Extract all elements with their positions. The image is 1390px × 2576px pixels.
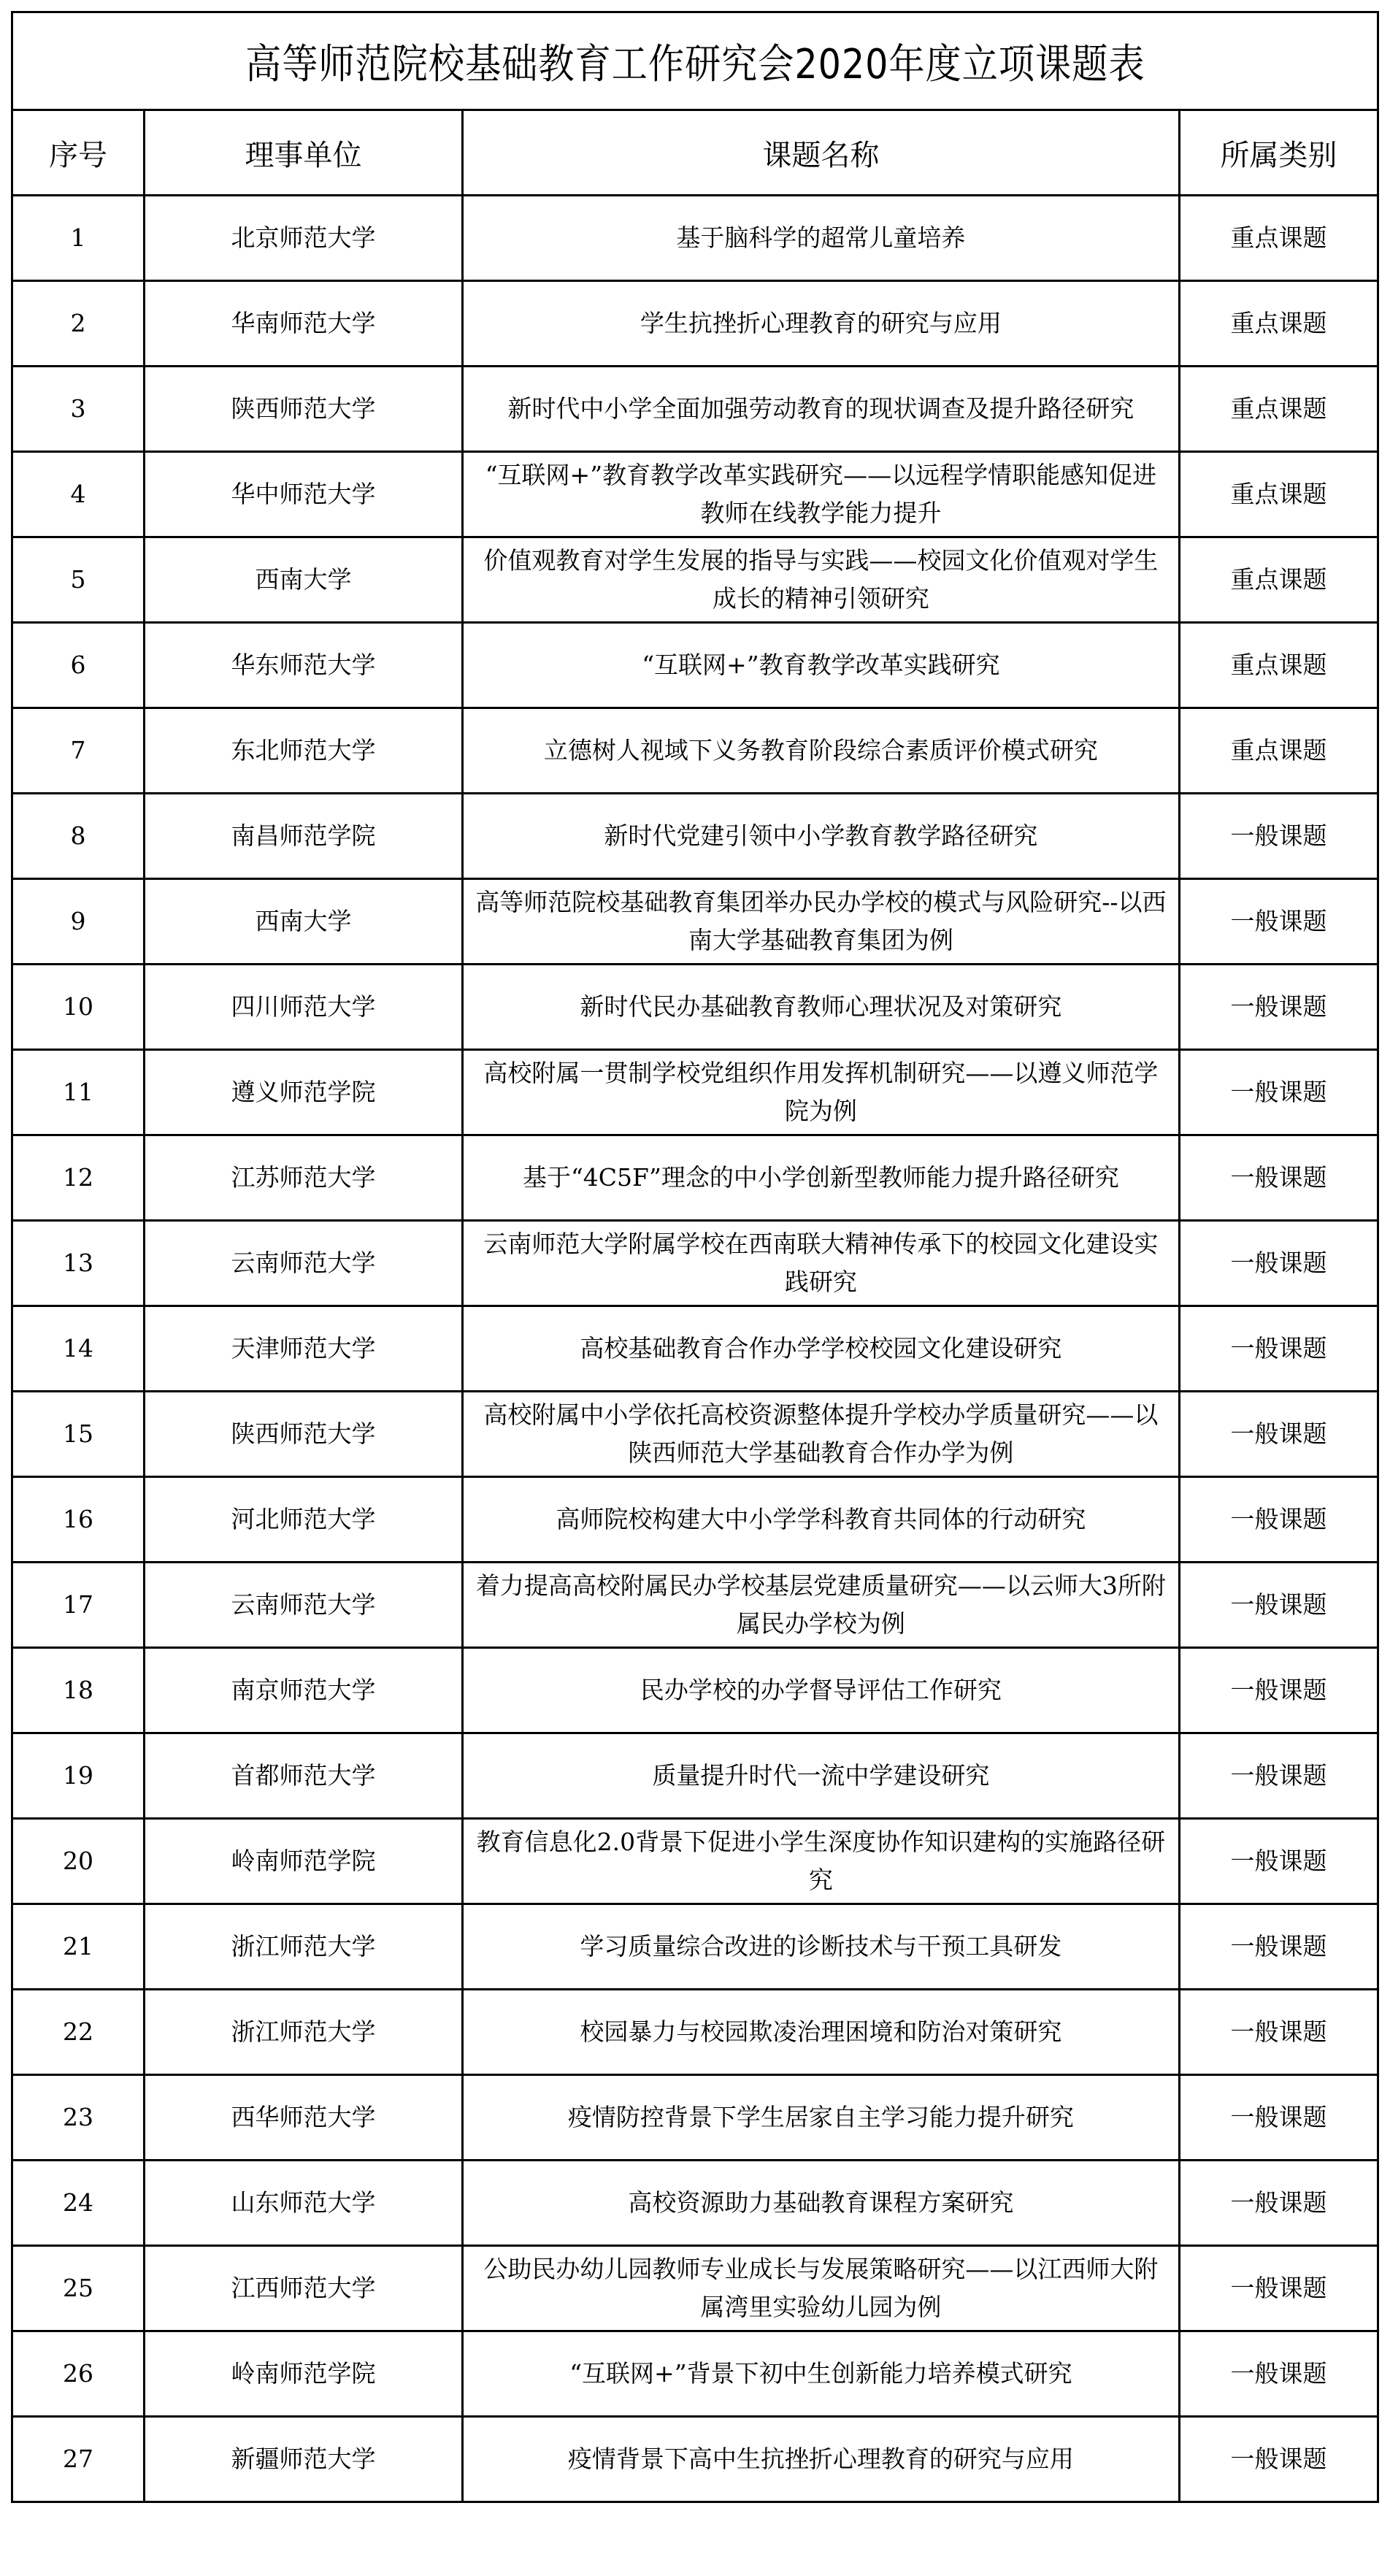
cell-category: 重点课题 bbox=[1179, 708, 1378, 794]
topic-text: 民办学校的办学督导评估工作研究 bbox=[640, 1676, 1002, 1704]
cell-topic bbox=[462, 2417, 1179, 2502]
table-row bbox=[12, 281, 1378, 367]
cell-unit: 四川师范大学 bbox=[145, 965, 463, 1050]
cell-unit: 首都师范大学 bbox=[145, 1733, 463, 1819]
table-row bbox=[12, 2161, 1378, 2246]
topic-text: 质量提升时代一流中学建设研究 bbox=[652, 1761, 990, 1790]
table-row bbox=[12, 367, 1378, 452]
cell-no: 1 bbox=[12, 196, 145, 281]
cell-unit: 陕西师范大学 bbox=[145, 1392, 463, 1477]
cell-unit: 西华师范大学 bbox=[145, 2075, 463, 2161]
cell-no: 8 bbox=[12, 794, 145, 879]
header-topic: 课题名称 bbox=[462, 110, 1179, 196]
cell-topic bbox=[462, 281, 1179, 367]
table-body bbox=[12, 196, 1378, 2502]
header-row bbox=[12, 110, 1378, 196]
topic-text: 高校附属一贯制学校党组织作用发挥机制研究——以遵义师范学院为例 bbox=[483, 1059, 1159, 1125]
cell-topic bbox=[462, 623, 1179, 708]
cell-unit: 江西师范大学 bbox=[145, 2246, 463, 2331]
table-row bbox=[12, 1392, 1378, 1477]
topic-text: 基于脑科学的超常儿童培养 bbox=[676, 223, 966, 252]
cell-topic bbox=[462, 2075, 1179, 2161]
header-category: 所属类别 bbox=[1179, 110, 1378, 196]
table-row bbox=[12, 708, 1378, 794]
table-row bbox=[12, 2331, 1378, 2417]
topic-text: 学习质量综合改进的诊断技术与干预工具研发 bbox=[580, 1932, 1062, 1960]
table-row bbox=[12, 1904, 1378, 1990]
cell-topic bbox=[462, 1477, 1179, 1563]
cell-unit: 南京师范大学 bbox=[145, 1648, 463, 1733]
cell-category: 一般课题 bbox=[1179, 1904, 1378, 1990]
cell-topic bbox=[462, 1648, 1179, 1733]
cell-topic bbox=[462, 1563, 1179, 1648]
table-row bbox=[12, 2417, 1378, 2502]
cell-no: 25 bbox=[12, 2246, 145, 2331]
cell-category: 一般课题 bbox=[1179, 2075, 1378, 2161]
topic-text: 校园暴力与校园欺凌治理困境和防治对策研究 bbox=[580, 2017, 1062, 2046]
table-row bbox=[12, 1733, 1378, 1819]
cell-category: 一般课题 bbox=[1179, 1733, 1378, 1819]
cell-category: 一般课题 bbox=[1179, 1050, 1378, 1135]
cell-unit: 岭南师范学院 bbox=[145, 2331, 463, 2417]
cell-topic bbox=[462, 2161, 1179, 2246]
cell-topic bbox=[462, 452, 1179, 537]
cell-no: 6 bbox=[12, 623, 145, 708]
topic-text: 疫情防控背景下学生居家自主学习能力提升研究 bbox=[567, 2103, 1074, 2131]
cell-topic bbox=[462, 2246, 1179, 2331]
table-row bbox=[12, 1990, 1378, 2075]
cell-no: 12 bbox=[12, 1135, 145, 1221]
cell-topic bbox=[462, 1221, 1179, 1306]
topic-text: “互联网+”教育教学改革实践研究 bbox=[642, 651, 1000, 679]
cell-unit: 北京师范大学 bbox=[145, 196, 463, 281]
cell-category: 一般课题 bbox=[1179, 1477, 1378, 1563]
cell-unit: 华东师范大学 bbox=[145, 623, 463, 708]
cell-unit: 西南大学 bbox=[145, 879, 463, 965]
topic-text: 教育信息化2.0背景下促进小学生深度协作知识建构的实施路径研究 bbox=[476, 1828, 1166, 1894]
cell-unit: 华中师范大学 bbox=[145, 452, 463, 537]
cell-unit: 南昌师范学院 bbox=[145, 794, 463, 879]
cell-no: 24 bbox=[12, 2161, 145, 2246]
cell-topic bbox=[462, 794, 1179, 879]
cell-no: 15 bbox=[12, 1392, 145, 1477]
cell-unit: 华南师范大学 bbox=[145, 281, 463, 367]
document-title-text: 高等师范院校基础教育工作研究会2020年度立项课题表 bbox=[245, 40, 1145, 88]
table-row bbox=[12, 196, 1378, 281]
cell-category: 一般课题 bbox=[1179, 965, 1378, 1050]
cell-topic bbox=[462, 537, 1179, 623]
cell-topic bbox=[462, 367, 1179, 452]
cell-no: 18 bbox=[12, 1648, 145, 1733]
table-row bbox=[12, 2075, 1378, 2161]
cell-topic bbox=[462, 1392, 1179, 1477]
cell-no: 26 bbox=[12, 2331, 145, 2417]
topic-text: 基于“4C5F”理念的中小学创新型教师能力提升路径研究 bbox=[522, 1163, 1119, 1192]
cell-no: 9 bbox=[12, 879, 145, 965]
cell-category: 一般课题 bbox=[1179, 1563, 1378, 1648]
cell-category: 一般课题 bbox=[1179, 2331, 1378, 2417]
cell-no: 7 bbox=[12, 708, 145, 794]
table-row bbox=[12, 1648, 1378, 1733]
cell-no: 19 bbox=[12, 1733, 145, 1819]
cell-category: 一般课题 bbox=[1179, 1990, 1378, 2075]
cell-no: 5 bbox=[12, 537, 145, 623]
cell-unit: 江苏师范大学 bbox=[145, 1135, 463, 1221]
topic-text: 着力提高高校附属民办学校基层党建质量研究——以云师大3所附属民办学校为例 bbox=[475, 1571, 1166, 1638]
table-row bbox=[12, 452, 1378, 537]
cell-category: 一般课题 bbox=[1179, 879, 1378, 965]
cell-topic bbox=[462, 1306, 1179, 1392]
table-row bbox=[12, 794, 1378, 879]
cell-unit: 云南师范大学 bbox=[145, 1563, 463, 1648]
cell-topic bbox=[462, 1135, 1179, 1221]
cell-unit: 西南大学 bbox=[145, 537, 463, 623]
cell-no: 23 bbox=[12, 2075, 145, 2161]
cell-unit: 遵义师范学院 bbox=[145, 1050, 463, 1135]
topic-text: “互联网+”教育教学改革实践研究——以远程学情职能感知促进教师在线教学能力提升 bbox=[485, 461, 1157, 527]
cell-topic bbox=[462, 1819, 1179, 1904]
topic-text: “互联网+”背景下初中生创新能力培养模式研究 bbox=[569, 2359, 1072, 2388]
cell-no: 22 bbox=[12, 1990, 145, 2075]
cell-topic bbox=[462, 1050, 1179, 1135]
cell-category: 重点课题 bbox=[1179, 281, 1378, 367]
cell-no: 3 bbox=[12, 367, 145, 452]
cell-no: 13 bbox=[12, 1221, 145, 1306]
cell-no: 21 bbox=[12, 1904, 145, 1990]
cell-category: 一般课题 bbox=[1179, 2417, 1378, 2502]
cell-topic bbox=[462, 2331, 1179, 2417]
cell-topic bbox=[462, 965, 1179, 1050]
cell-category: 一般课题 bbox=[1179, 1306, 1378, 1392]
cell-no: 27 bbox=[12, 2417, 145, 2502]
cell-no: 2 bbox=[12, 281, 145, 367]
header-unit: 理事单位 bbox=[145, 110, 463, 196]
topic-text: 高等师范院校基础教育集团举办民办学校的模式与风险研究--以西南大学基础教育集团为例 bbox=[475, 888, 1167, 954]
cell-unit: 浙江师范大学 bbox=[145, 1990, 463, 2075]
cell-topic bbox=[462, 1904, 1179, 1990]
cell-unit: 陕西师范大学 bbox=[145, 367, 463, 452]
table-row bbox=[12, 1135, 1378, 1221]
cell-no: 14 bbox=[12, 1306, 145, 1392]
cell-category: 一般课题 bbox=[1179, 2246, 1378, 2331]
table-row bbox=[12, 965, 1378, 1050]
cell-category: 一般课题 bbox=[1179, 1648, 1378, 1733]
table-row bbox=[12, 1819, 1378, 1904]
cell-category: 重点课题 bbox=[1179, 623, 1378, 708]
topic-text: 新时代民办基础教育教师心理状况及对策研究 bbox=[580, 992, 1062, 1021]
cell-category: 一般课题 bbox=[1179, 1221, 1378, 1306]
cell-unit: 河北师范大学 bbox=[145, 1477, 463, 1563]
topic-text: 高校资源助力基础教育课程方案研究 bbox=[628, 2188, 1014, 2217]
topic-text: 新时代中小学全面加强劳动教育的现状调查及提升路径研究 bbox=[507, 394, 1134, 423]
cell-category: 一般课题 bbox=[1179, 1819, 1378, 1904]
topic-text: 学生抗挫折心理教育的研究与应用 bbox=[640, 309, 1002, 337]
cell-no: 10 bbox=[12, 965, 145, 1050]
cell-no: 20 bbox=[12, 1819, 145, 1904]
cell-category: 重点课题 bbox=[1179, 452, 1378, 537]
cell-unit: 新疆师范大学 bbox=[145, 2417, 463, 2502]
topic-text: 云南师范大学附属学校在西南联大精神传承下的校园文化建设实践研究 bbox=[483, 1230, 1159, 1296]
table-row bbox=[12, 1050, 1378, 1135]
cell-unit: 云南师范大学 bbox=[145, 1221, 463, 1306]
topic-text: 公助民办幼儿园教师专业成长与发展策略研究——以江西师大附属湾里实验幼儿园为例 bbox=[483, 2255, 1159, 2321]
cell-topic bbox=[462, 1733, 1179, 1819]
topic-text: 新时代党建引领中小学教育教学路径研究 bbox=[604, 821, 1038, 850]
cell-topic bbox=[462, 1990, 1179, 2075]
table-row bbox=[12, 623, 1378, 708]
cell-category: 一般课题 bbox=[1179, 794, 1378, 879]
header-no: 序号 bbox=[12, 110, 145, 196]
cell-category: 一般课题 bbox=[1179, 1135, 1378, 1221]
cell-unit: 天津师范大学 bbox=[145, 1306, 463, 1392]
table-row bbox=[12, 1306, 1378, 1392]
cell-no: 11 bbox=[12, 1050, 145, 1135]
cell-unit: 浙江师范大学 bbox=[145, 1904, 463, 1990]
table-row bbox=[12, 1221, 1378, 1306]
cell-topic bbox=[462, 708, 1179, 794]
topic-text: 高校基础教育合作办学学校校园文化建设研究 bbox=[580, 1334, 1062, 1362]
table-row bbox=[12, 879, 1378, 965]
topic-text: 高校附属中小学依托高校资源整体提升学校办学质量研究——以陕西师范大学基础教育合作办学为例 bbox=[483, 1400, 1159, 1467]
cell-topic bbox=[462, 196, 1179, 281]
table-row bbox=[12, 537, 1378, 623]
cell-unit: 东北师范大学 bbox=[145, 708, 463, 794]
cell-category: 重点课题 bbox=[1179, 537, 1378, 623]
document-title bbox=[12, 12, 1378, 110]
project-table bbox=[11, 11, 1379, 2503]
cell-topic bbox=[462, 879, 1179, 965]
topic-text: 疫情背景下高中生抗挫折心理教育的研究与应用 bbox=[567, 2445, 1074, 2473]
cell-category: 一般课题 bbox=[1179, 1392, 1378, 1477]
table-row bbox=[12, 1477, 1378, 1563]
cell-no: 16 bbox=[12, 1477, 145, 1563]
cell-unit: 山东师范大学 bbox=[145, 2161, 463, 2246]
table-row bbox=[12, 2246, 1378, 2331]
topic-text: 价值观教育对学生发展的指导与实践——校园文化价值观对学生成长的精神引领研究 bbox=[483, 546, 1159, 613]
cell-category: 一般课题 bbox=[1179, 2161, 1378, 2246]
cell-no: 17 bbox=[12, 1563, 145, 1648]
cell-unit: 岭南师范学院 bbox=[145, 1819, 463, 1904]
topic-text: 高师院校构建大中小学学科教育共同体的行动研究 bbox=[556, 1505, 1086, 1533]
cell-no: 4 bbox=[12, 452, 145, 537]
title-row bbox=[12, 12, 1378, 110]
topic-text: 立德树人视域下义务教育阶段综合素质评价模式研究 bbox=[543, 736, 1098, 764]
cell-category: 重点课题 bbox=[1179, 196, 1378, 281]
table-row bbox=[12, 1563, 1378, 1648]
cell-category: 重点课题 bbox=[1179, 367, 1378, 452]
